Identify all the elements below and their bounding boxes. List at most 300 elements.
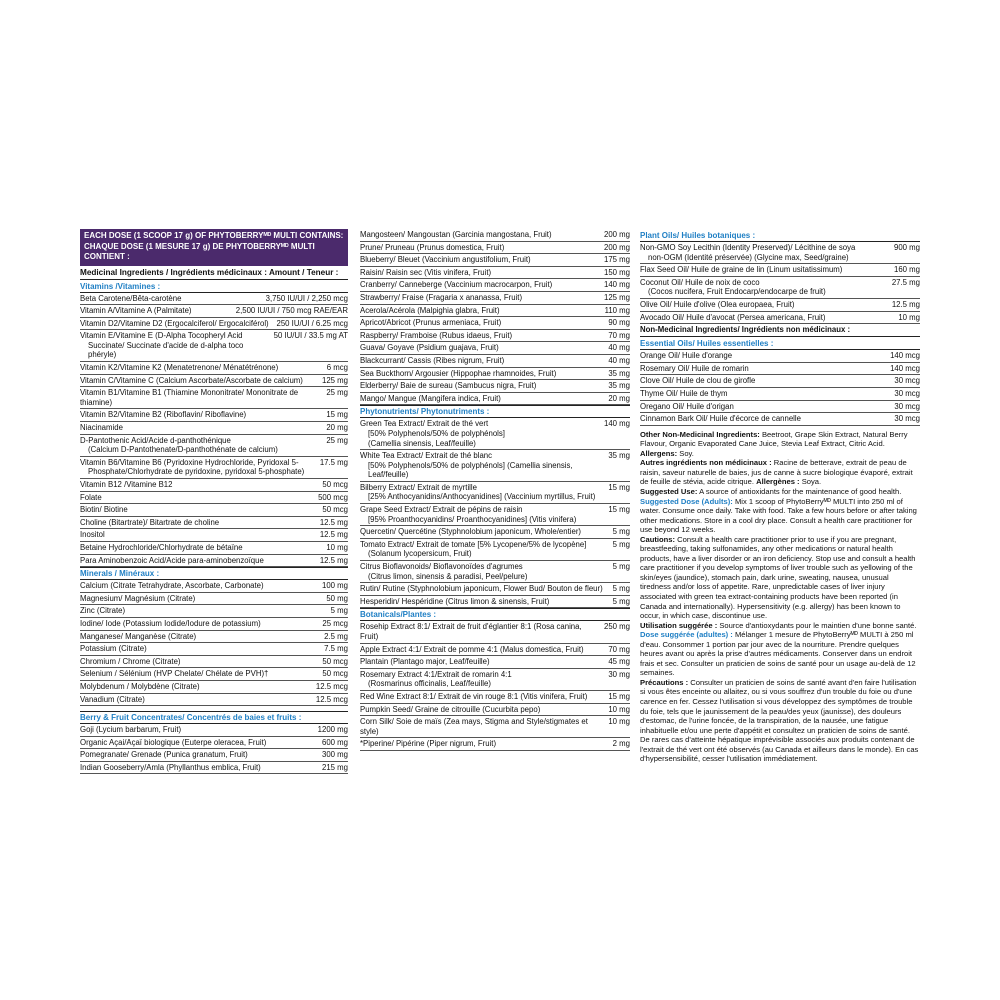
fruit-row-amount: 200 mg — [603, 230, 630, 239]
berry-row — [80, 749, 348, 762]
fruit-row-name — [360, 394, 608, 404]
autres-label: Autres ingrédients non médicinaux : — [640, 458, 772, 468]
ingredient-name: Acerola/Acérola (Malpighia glabra, Fruit) — [360, 305, 500, 315]
plant-oil-row-name — [640, 313, 898, 323]
fruit-row-name — [360, 230, 604, 240]
mineral-row-amount: 12.5 mcg — [315, 681, 348, 691]
vitamin-row — [80, 517, 348, 530]
vitamin-row — [80, 504, 348, 517]
ingredient-name: Vitamin K2/Vitamine K2 (Menatetrenone/ Ménatétrénone) — [80, 363, 279, 373]
vitamin-row-amount: 50 mcg — [322, 480, 348, 489]
precautions-label: Précautions : — [640, 677, 689, 687]
plant-oil-row-name — [640, 278, 892, 297]
botanical-row-name — [360, 717, 608, 736]
fruit-row — [360, 305, 630, 318]
ingredient-name: Oregano Oil/ Huile d'origan — [640, 401, 734, 411]
botanical-row-amount: 30 mg — [608, 669, 630, 679]
ingredient-name: Sea Buckthorn/ Argousier (Hippophae rhamnoides, Fruit) — [360, 368, 557, 378]
phyto-row — [360, 482, 630, 504]
ingredient-name: Rosehip Extract 8:1/ Extrait de fruit d'églantier 8:1 (Rosa canina, Fruit) — [360, 622, 582, 641]
utilisation-text: Source d'antioxydants pour le maintien d'une bonne santé. — [719, 620, 917, 630]
botanical-row — [360, 644, 630, 657]
botanical-row-amount: 250 mg — [603, 622, 630, 632]
column-left — [80, 229, 348, 774]
fruit-row — [360, 267, 630, 280]
plant-oil-row — [640, 277, 920, 299]
ingredient-name: Red Wine Extract 8:1/ Extrait de vin rouge 8:1 (Vitis vinifera, Fruit) — [360, 691, 588, 701]
mineral-row-name — [80, 657, 322, 667]
ingredient-detail: non-OGM (Identité préservée) (Glycine max, Seed/graine) — [648, 252, 849, 262]
vitamin-row-name — [80, 331, 274, 360]
mineral-row — [80, 605, 348, 618]
phyto-row-name — [360, 597, 613, 607]
ingredient-name: Raisin/ Raisin sec (Vitis vinifera, Fruit) — [360, 267, 492, 277]
fruit-row-name — [360, 255, 604, 265]
utilisation-label: Utilisation suggérée : — [640, 620, 718, 630]
ingredient-name: Mango/ Mangue (Mangifera indica, Fruit) — [360, 393, 501, 403]
phyto-row-amount: 5 mg — [612, 562, 630, 572]
ingredient-detail: Succinate/ Succinate d'acide de d-alpha toco phéryle) — [88, 340, 244, 360]
mineral-row-amount: 100 mg — [321, 581, 348, 591]
ingredient-name: Goji (Lycium barbarum, Fruit) — [80, 725, 182, 735]
ingredient-name: Pomegranate/ Grenade (Punica granatum, Fruit) — [80, 750, 248, 760]
botanical-row-name — [360, 622, 604, 641]
other-nonmed-label: Other Non-Medicinal Ingredients: — [640, 429, 760, 439]
botanical-row — [360, 704, 630, 717]
plant-oil-row-amount: 12.5 mg — [891, 299, 920, 309]
vitamin-row-name — [80, 306, 236, 316]
ingredient-name: Choline (Bitartrate)/ Bitartrate de choline — [80, 517, 220, 527]
phyto-row — [360, 450, 630, 482]
fruit-row-amount: 20 mg — [608, 393, 630, 403]
suggested-use-paragraph — [640, 487, 920, 497]
ingredient-detail: (Rosmarinus officinalis, Leaf/feuille) — [368, 679, 491, 689]
fruit-row-amount: 40 mg — [608, 355, 630, 365]
vitamin-row-name — [80, 294, 266, 304]
ingredient-name: Folate — [80, 492, 102, 502]
ingredient-name: *Piperine/ Pipérine (Piper nigrum, Fruit) — [360, 739, 497, 749]
non-medicinal-title: Non-Medicinal Ingredients/ Ingrédients non médicinaux : — [640, 324, 920, 337]
ingredient-name: Biotin/ Biotine — [80, 505, 128, 515]
berry-row-amount: 215 mg — [321, 762, 348, 772]
essential-oil-row-amount: 30 mcg — [894, 376, 920, 386]
ingredient-name: Green Tea Extract/ Extrait de thé vert — [360, 419, 489, 429]
botanical-row-name — [360, 739, 613, 749]
suggested-dose-text: Mix 1 scoop of PhytoBerryᴹᴰ MULTI into 250 ml of water. Consume once daily. Take with food. Take a few hours before or after taking other medications. Store in a cool dry place. Consult a health care practitioner for use beyond 12 weeks. — [640, 496, 917, 535]
ingredient-name: Plantain (Plantago major, Leaf/feuille) — [360, 657, 490, 667]
berry-row-amount: 1200 mg — [317, 725, 348, 735]
botanical-row-name — [360, 705, 608, 715]
ingredient-name: Non-GMO Soy Lecithin (Identity Preserved)/ Lécithine de soya — [640, 243, 856, 252]
column-middle — [360, 229, 630, 751]
fruit-row — [360, 393, 630, 406]
fruit-row-amount: 125 mg — [603, 292, 630, 302]
ingredient-name: Beta Carotene/Bêta-carotène — [80, 293, 182, 303]
vitamin-row-amount: 6 mcg — [326, 363, 348, 373]
phyto-row-amount: 5 mg — [612, 527, 630, 537]
phyto-row-name — [360, 562, 613, 581]
phyto-row — [360, 583, 630, 596]
precautions-text: Consulter un praticien de soins de santé avant d'en faire l'utilisation si vous êtes enceinte ou allaitez, ou si vous souffrez d'un trouble du foie ou d'une carence en fer. Cessez l'utilisation si vous développez des symptômes de trouble du foie, tels que le jaunissement de la peau/des yeux (jaunisse), des douleurs d'estomac, de l'urine foncée, de la transpiration, de la nausée, une fatigue inhabituelle et/ou une perte d'appétit et consultez un praticien de soins de santé. De rares cas d'atteinte hépatique imprévisible associés aux produits contenant de l'extrait de thé vert ont été observés (au Canada et ailleurs dans le monde). En cas d'hypersensibilité, cesser l'utilisation immédiatement. — [640, 677, 919, 764]
vitamin-row-name — [80, 530, 320, 540]
minerals-list — [80, 580, 348, 706]
botanical-row-amount: 10 mg — [608, 704, 630, 714]
ingredient-name: Grape Seed Extract/ Extrait de pépins de raisin — [360, 505, 523, 515]
vitamin-row — [80, 529, 348, 542]
ingredient-detail: (Cocos nucifera, Fruit Endocarp/endocarpe de fruit) — [648, 287, 826, 297]
ingredient-detail: [50% Polyphenols/50% de polyphénols] — [368, 428, 505, 438]
ingredient-name: Manganese/ Manganèse (Citrate) — [80, 631, 197, 641]
fruit-row — [360, 242, 630, 255]
phyto-row-amount: 5 mg — [612, 596, 630, 606]
plant-oil-row-amount: 160 mg — [893, 265, 920, 275]
vitamin-row-amount: 12.5 mg — [319, 555, 348, 565]
ingredient-name: Vitamin D2/Vitamine D2 (Ergocalciferol/ Ergocalciférol) — [80, 318, 269, 328]
vitamin-row — [80, 362, 348, 375]
vitamin-row — [80, 387, 348, 409]
ingredient-name: Cinnamon Bark Oil/ Huile d'écorce de cannelle — [640, 414, 801, 424]
mineral-row — [80, 580, 348, 593]
fruit-row-name — [360, 318, 608, 328]
fruit-row-amount: 110 mg — [604, 305, 630, 315]
botanical-row — [360, 716, 630, 738]
essential-oil-row-name — [640, 376, 894, 386]
botanical-row-amount: 2 mg — [612, 739, 630, 749]
berry-row-name — [80, 763, 322, 773]
vitamin-row-name — [80, 556, 320, 566]
vitamin-row — [80, 542, 348, 555]
essential-oil-row-amount: 140 mcg — [890, 351, 920, 361]
botanical-row-amount: 45 mg — [608, 657, 630, 667]
ingredient-name: Organic Açai/Açaï biologique (Euterpe oleracea, Fruit) — [80, 737, 267, 747]
ingredient-name: Citrus Bioflavonoids/ Bioflavonoïdes d'agrumes — [360, 562, 523, 572]
vitamin-row — [80, 479, 348, 492]
botanical-row — [360, 738, 630, 751]
fruit-row-name — [360, 280, 604, 290]
vitamin-row-amount: 15 mg — [326, 410, 348, 420]
plant-oil-row-amount: 27.5 mg — [891, 277, 920, 287]
fruit-row — [360, 279, 630, 292]
fruit-row-name — [360, 343, 608, 353]
vitamin-row-name — [80, 423, 326, 433]
fruit-row-name — [360, 293, 604, 303]
essential-oil-row-name — [640, 351, 890, 361]
ingredient-name: Rosemary Extract 4:1/Extrait de romarin 4:1 — [360, 669, 512, 679]
fruit-row-name — [360, 306, 605, 316]
allergenes-text: Soya. — [801, 477, 822, 487]
botanicals-title: Botanicals/Plantes : — [360, 608, 630, 621]
mineral-row-name — [80, 644, 324, 654]
mineral-row-amount: 5 mg — [330, 606, 348, 616]
phyto-row-name — [360, 540, 613, 559]
suggested-use-label: Suggested Use: — [640, 487, 698, 496]
botanical-row — [360, 621, 630, 643]
ingredient-name: Clove Oil/ Huile de clou de girofle — [640, 376, 756, 386]
cautions-text: Consult a health care practitioner prior to use if you are pregnant, breastfeeding, taking sulfonamides, any other medications or natural health products, have a liver disorder or an iron deficiency. Stop use and consult a health care practitioner if you develop symptoms of liver trouble such as yellowing of the skin/eyes (jaundice), stomach pain, dark urine, sweating, nausea, unusual tiredness and/or loss of appetite. Rare, unpredictable cases of liver injury associated with green tea extract-containing products have been reported (in Canada and internationally). Hypersensitivity (e.g. allergy) has been known to occur, in which case, discontinue use. — [640, 534, 916, 621]
other-nonmed-paragraph — [640, 430, 920, 459]
essential-oil-row-amount: 30 mcg — [894, 401, 920, 411]
phyto-row — [360, 539, 630, 561]
ingredient-name: Indian Gooseberry/Amla (Phyllanthus emblica, Fruit) — [80, 762, 261, 772]
mineral-row-amount: 50 mcg — [322, 656, 348, 666]
cautions-label: Cautions: — [640, 534, 676, 544]
fruit-row-amount: 35 mg — [608, 381, 630, 391]
vitamin-row — [80, 492, 348, 505]
fruit-row — [360, 355, 630, 368]
botanical-row — [360, 656, 630, 669]
ingredient-name: Elderberry/ Baie de sureau (Sambucus nigra, Fruit) — [360, 381, 537, 391]
berry-row-amount: 300 mg — [321, 750, 348, 760]
ingredient-name: Calcium (Citrate Tetrahydrate, Ascorbate, Carbonate) — [80, 581, 264, 591]
ingredient-detail: (Citrus limon, sinensis & paradisi, Peel/pelure) — [368, 571, 528, 581]
plant-oil-row-name — [640, 265, 894, 275]
mineral-row — [80, 631, 348, 644]
essential-oil-row — [640, 401, 920, 414]
vitamin-row-name — [80, 319, 276, 329]
ingredient-name: Zinc (Citrate) — [80, 606, 126, 616]
fruit-row — [360, 292, 630, 305]
fruit-row-amount: 140 mg — [603, 280, 630, 290]
mineral-row — [80, 668, 348, 681]
plant-oil-row — [640, 264, 920, 277]
vitamin-row — [80, 422, 348, 435]
vitamin-row — [80, 375, 348, 388]
ingredient-name: Inositol — [80, 530, 105, 540]
phyto-row-amount: 140 mg — [603, 419, 630, 429]
essential-oil-row — [640, 413, 920, 426]
botanical-row-name — [360, 657, 608, 667]
ingredient-name: Vitamin B2/Vitamine B2 (Riboflavin/ Riboflavine) — [80, 410, 247, 420]
ingredient-name: Tomato Extract/ Extrait de tomate [5% Lycopene/5% de lycopène] — [360, 539, 587, 549]
vitamin-row-name — [80, 480, 322, 490]
ingredient-name: Mangosteen/ Mangoustan (Garcinia mangostana, Fruit) — [360, 230, 552, 239]
mineral-row — [80, 694, 348, 707]
ingredient-name: Pumpkin Seed/ Graine de citrouille (Cucurbita pepo) — [360, 704, 541, 714]
ingredient-detail: [25% Anthocyanidins/Anthocyanidines] (Vaccinium myrtillus, Fruit) — [368, 492, 596, 502]
vitamin-row-amount: 3,750 IU/UI / 2,250 mcg — [265, 293, 348, 303]
ingredient-name: Bilberry Extract/ Extrait de myrtille — [360, 482, 477, 492]
ingredient-name: Prune/ Pruneau (Prunus domestica, Fruit) — [360, 242, 505, 252]
dose-header-fr: CHAQUE DOSE (1 MESURE 17 g) DE PHYTOBERRYᴹᴰ MULTI CONTIENT : — [84, 241, 315, 261]
ingredient-detail: [50% Polyphenols/50% de polyphénols] (Camellia sinensis, Leaf/feuille) — [368, 460, 573, 480]
essential-oil-row — [640, 363, 920, 376]
vitamin-row — [80, 305, 348, 318]
allergenes-label: Allergènes : — [756, 477, 800, 487]
vitamin-row-name — [80, 388, 326, 407]
phyto-list — [360, 418, 630, 608]
fruit-row — [360, 380, 630, 393]
essential-oils-list — [640, 350, 920, 426]
vitamin-row-amount: 12.5 mg — [319, 517, 348, 527]
ingredient-name: Guava/ Goyave (Psidium guajava, Fruit) — [360, 343, 499, 353]
utilisation-paragraph — [640, 621, 920, 631]
phyto-row-amount: 5 mg — [612, 584, 630, 594]
ingredient-name: Vitamin A/Vitamine A (Palmitate) — [80, 306, 192, 316]
ingredient-name: White Tea Extract/ Extrait de thé blanc — [360, 451, 493, 461]
fruit-row-amount: 150 mg — [603, 267, 630, 277]
vitamin-row-amount: 125 mg — [321, 375, 348, 385]
essential-oil-row — [640, 375, 920, 388]
phyto-title: Phytonutrients/ Phytonutriments : — [360, 405, 630, 418]
botanical-row-name — [360, 670, 608, 689]
essential-oil-row-name — [640, 364, 890, 374]
ingredient-name: Potassium (Citrate) — [80, 644, 147, 654]
mineral-row — [80, 656, 348, 669]
column-right — [640, 229, 920, 764]
botanical-row-amount: 70 mg — [608, 644, 630, 654]
ingredient-name: Rutin/ Rutine (Styphnolobium japonicum, Flower Bud/ Bouton de fleur) — [360, 584, 603, 594]
dose-header — [80, 229, 348, 266]
phyto-row — [360, 561, 630, 583]
plant-oil-row-amount: 900 mg — [893, 243, 920, 252]
vitamin-row-amount: 2,500 IU/UI / 750 mcg RAE/EAR — [235, 306, 348, 316]
plant-oil-row — [640, 242, 920, 264]
vitamin-row-amount: 250 IU/UI / 6.25 mcg — [276, 318, 348, 328]
vitamin-row — [80, 457, 348, 479]
mineral-row-amount: 50 mcg — [322, 669, 348, 679]
phyto-row — [360, 418, 630, 450]
ingredient-name: Flax Seed Oil/ Huile de graine de lin (Linum usitatissimum) — [640, 265, 843, 275]
essential-oil-row-amount: 30 mcg — [894, 388, 920, 398]
essential-oil-row-amount: 30 mcg — [894, 414, 920, 424]
plant-oil-row — [640, 299, 920, 312]
vitamin-row-amount: 10 mg — [326, 542, 348, 552]
ingredient-name: Avocado Oil/ Huile d'avocat (Persea americana, Fruit) — [640, 312, 826, 322]
fruit-row — [360, 330, 630, 343]
phyto-row-name — [360, 584, 613, 594]
autres-text: Racine de betterave, extrait de peau de raisin, saveur naturelle de baies, jus de canne à sucre biologique évaporé, extrait de feuille de stévia, acide citrique. — [640, 458, 913, 487]
phyto-row-name — [360, 419, 604, 448]
ingredient-name: Vitamin B1/Vitamine B1 (Thiamine Mononitrate/ Mononitrate de thiamine) — [80, 388, 299, 407]
ingredient-name: Vanadium (Citrate) — [80, 694, 145, 704]
suggested-dose-label: Suggested Dose (Adults): — [640, 496, 733, 506]
botanical-row-amount: 10 mg — [608, 717, 630, 727]
suggested-use-text: A source of antioxidants for the maintenance of good health. — [699, 487, 902, 496]
mineral-row-name — [80, 594, 326, 604]
mineral-row — [80, 643, 348, 656]
fruits-list — [360, 229, 630, 405]
berry-row-amount: 600 mg — [321, 737, 348, 747]
ingredient-name: Vitamin C/Vitamine C (Calcium Ascorbate/Ascorbate de calcium) — [80, 375, 303, 385]
vitamin-row-amount: 50 IU/UI / 33.5 mg AT — [273, 331, 348, 341]
vitamin-row-name — [80, 493, 318, 503]
vitamin-row — [80, 409, 348, 422]
fruit-row — [360, 342, 630, 355]
vitamin-row-amount: 50 mcg — [322, 505, 348, 515]
label-text-block — [640, 430, 920, 764]
ingredient-detail: [95% Proanthocyanidins/ Proanthocyanidines] (Vitis vinifera) — [368, 514, 577, 524]
ingredient-name: Apricot/Abricot (Prunus armeniaca, Fruit) — [360, 318, 502, 328]
allergens-label: Allergens: — [640, 448, 678, 458]
fruit-row-amount: 175 mg — [603, 255, 630, 265]
essential-oil-row — [640, 350, 920, 363]
mineral-row-name — [80, 695, 316, 705]
ingredient-name: Vitamin E/Vitamine E (D-Alpha Tocopheryl Acid — [80, 331, 243, 341]
phyto-row-amount: 35 mg — [608, 451, 630, 461]
mineral-row-name — [80, 632, 324, 642]
botanical-row-amount: 15 mg — [608, 691, 630, 701]
mineral-row-amount: 7.5 mg — [324, 644, 348, 654]
mineral-row — [80, 618, 348, 631]
essential-oils-title: Essential Oils/ Huiles essentielles : — [640, 337, 920, 350]
mineral-row-amount: 2.5 mg — [324, 631, 348, 641]
vitamin-row-name — [80, 458, 320, 477]
ingredient-name: D-Pantothenic Acid/Acide d-panthothénique — [80, 435, 231, 445]
vitamin-row — [80, 330, 348, 362]
plant-oil-row-amount: 10 mg — [898, 312, 920, 322]
ingredient-name: Thyme Oil/ Huile de thym — [640, 388, 728, 398]
dose-fr-paragraph — [640, 630, 920, 678]
phyto-row-name — [360, 527, 613, 537]
ingredient-name: Para Aminobenzoic Acid/Acide para-aminobenzoïque — [80, 555, 264, 565]
dose-fr-text: Mélanger 1 mesure de PhytoBerryᴹᴰ MULTI à 250 ml d'eau. Consommer 1 portion par jour avec de la nourriture. Prendre quelques heures avant ou après la prise d'autres médicaments. Conserver dans un endroit frais et sec. Consulter un praticien de soins de santé pour un usage au-delà de 12 semaines. — [640, 630, 916, 678]
phyto-row-amount: 15 mg — [608, 482, 630, 492]
ingredient-name: Cranberry/ Canneberge (Vaccinium macrocarpon, Fruit) — [360, 280, 553, 290]
berry-row-name — [80, 738, 322, 748]
vitamin-row-amount: 25 mg — [326, 435, 348, 445]
essential-oil-row-amount: 140 mcg — [890, 363, 920, 373]
ingredient-name: Vitamin B12 /Vitamine B12 — [80, 480, 173, 489]
ingredient-detail: (Solanum lycopersicum, Fruit) — [368, 549, 472, 559]
fruit-row-amount: 40 mg — [608, 343, 630, 353]
ingredient-name: Magnesium/ Magnésium (Citrate) — [80, 593, 196, 603]
vitamin-row — [80, 435, 348, 457]
fruit-row-name — [360, 243, 604, 253]
mineral-row-name — [80, 606, 331, 616]
ingredient-name: Blueberry/ Bleuet (Vaccinium angustifolium, Fruit) — [360, 255, 531, 265]
ingredient-name: Rosemary Oil/ Huile de romarin — [640, 363, 749, 373]
ingredient-name: Betaine Hydrochloride/Chlorhydrate de bétaïne — [80, 542, 243, 552]
fruit-row — [360, 254, 630, 267]
fruit-row — [360, 317, 630, 330]
ingredient-name: Chromium / Chrome (Citrate) — [80, 656, 181, 666]
ingredient-detail: Phosphate/Chlorhydrate de pyridoxine, pyridoxal 5-phosphate) — [88, 467, 305, 477]
allergens-text: Soy. — [679, 448, 694, 458]
mineral-row-amount: 25 mcg — [322, 618, 348, 628]
ingredient-name: Niacinamide — [80, 423, 123, 433]
vitamin-row — [80, 293, 348, 306]
vitamin-row-amount: 500 mcg — [318, 492, 348, 502]
vitamin-row-name — [80, 518, 320, 528]
precautions-paragraph — [640, 678, 920, 764]
ingredient-name: Coconut Oil/ Huile de noix de coco — [640, 277, 760, 287]
ingredient-name: Strawberry/ Fraise (Fragaria x ananassa, Fruit) — [360, 292, 523, 302]
ingredient-name: Raspberry/ Framboise (Rubus idaeus, Fruit) — [360, 330, 513, 340]
ingredient-name: Apple Extract 4:1/ Extrait de pomme 4:1 (Malus domestica, Fruit) — [360, 644, 584, 654]
plant-oils-title: Plant Oils/ Huiles botaniques : — [640, 229, 920, 242]
ingredient-name: Olive Oil/ Huile d'olive (Olea europaea, Fruit) — [640, 299, 795, 309]
ingredient-detail: (Camellia sinensis, Leaf/feuille) — [368, 438, 476, 448]
essential-oil-row-name — [640, 402, 894, 412]
mineral-row — [80, 681, 348, 694]
phyto-row — [360, 596, 630, 609]
ingredient-name: Vitamin B6/Vitamine B6 (Pyridoxine Hydrochloride, Pyridoxal 5- — [80, 457, 299, 467]
fruit-row-name — [360, 268, 604, 278]
mineral-row-amount: 12.5 mcg — [315, 694, 348, 704]
vitamin-row — [80, 555, 348, 568]
phyto-row-name — [360, 505, 608, 524]
autres-paragraph — [640, 458, 920, 487]
phyto-row — [360, 526, 630, 539]
fruit-row-name — [360, 381, 608, 391]
ingredient-name: Hesperidin/ Hespéridine (Citrus limon & sinensis, Fruit) — [360, 596, 550, 606]
minerals-title: Minerals / Minéraux : — [80, 567, 348, 580]
vitamin-row-name — [80, 505, 322, 515]
ingredient-name: Selenium / Sélénium (HVP Chelate/ Chélate de PVH)† — [80, 669, 269, 679]
mineral-row — [80, 593, 348, 606]
vitamin-row — [80, 318, 348, 331]
vitamins-list — [80, 293, 348, 568]
